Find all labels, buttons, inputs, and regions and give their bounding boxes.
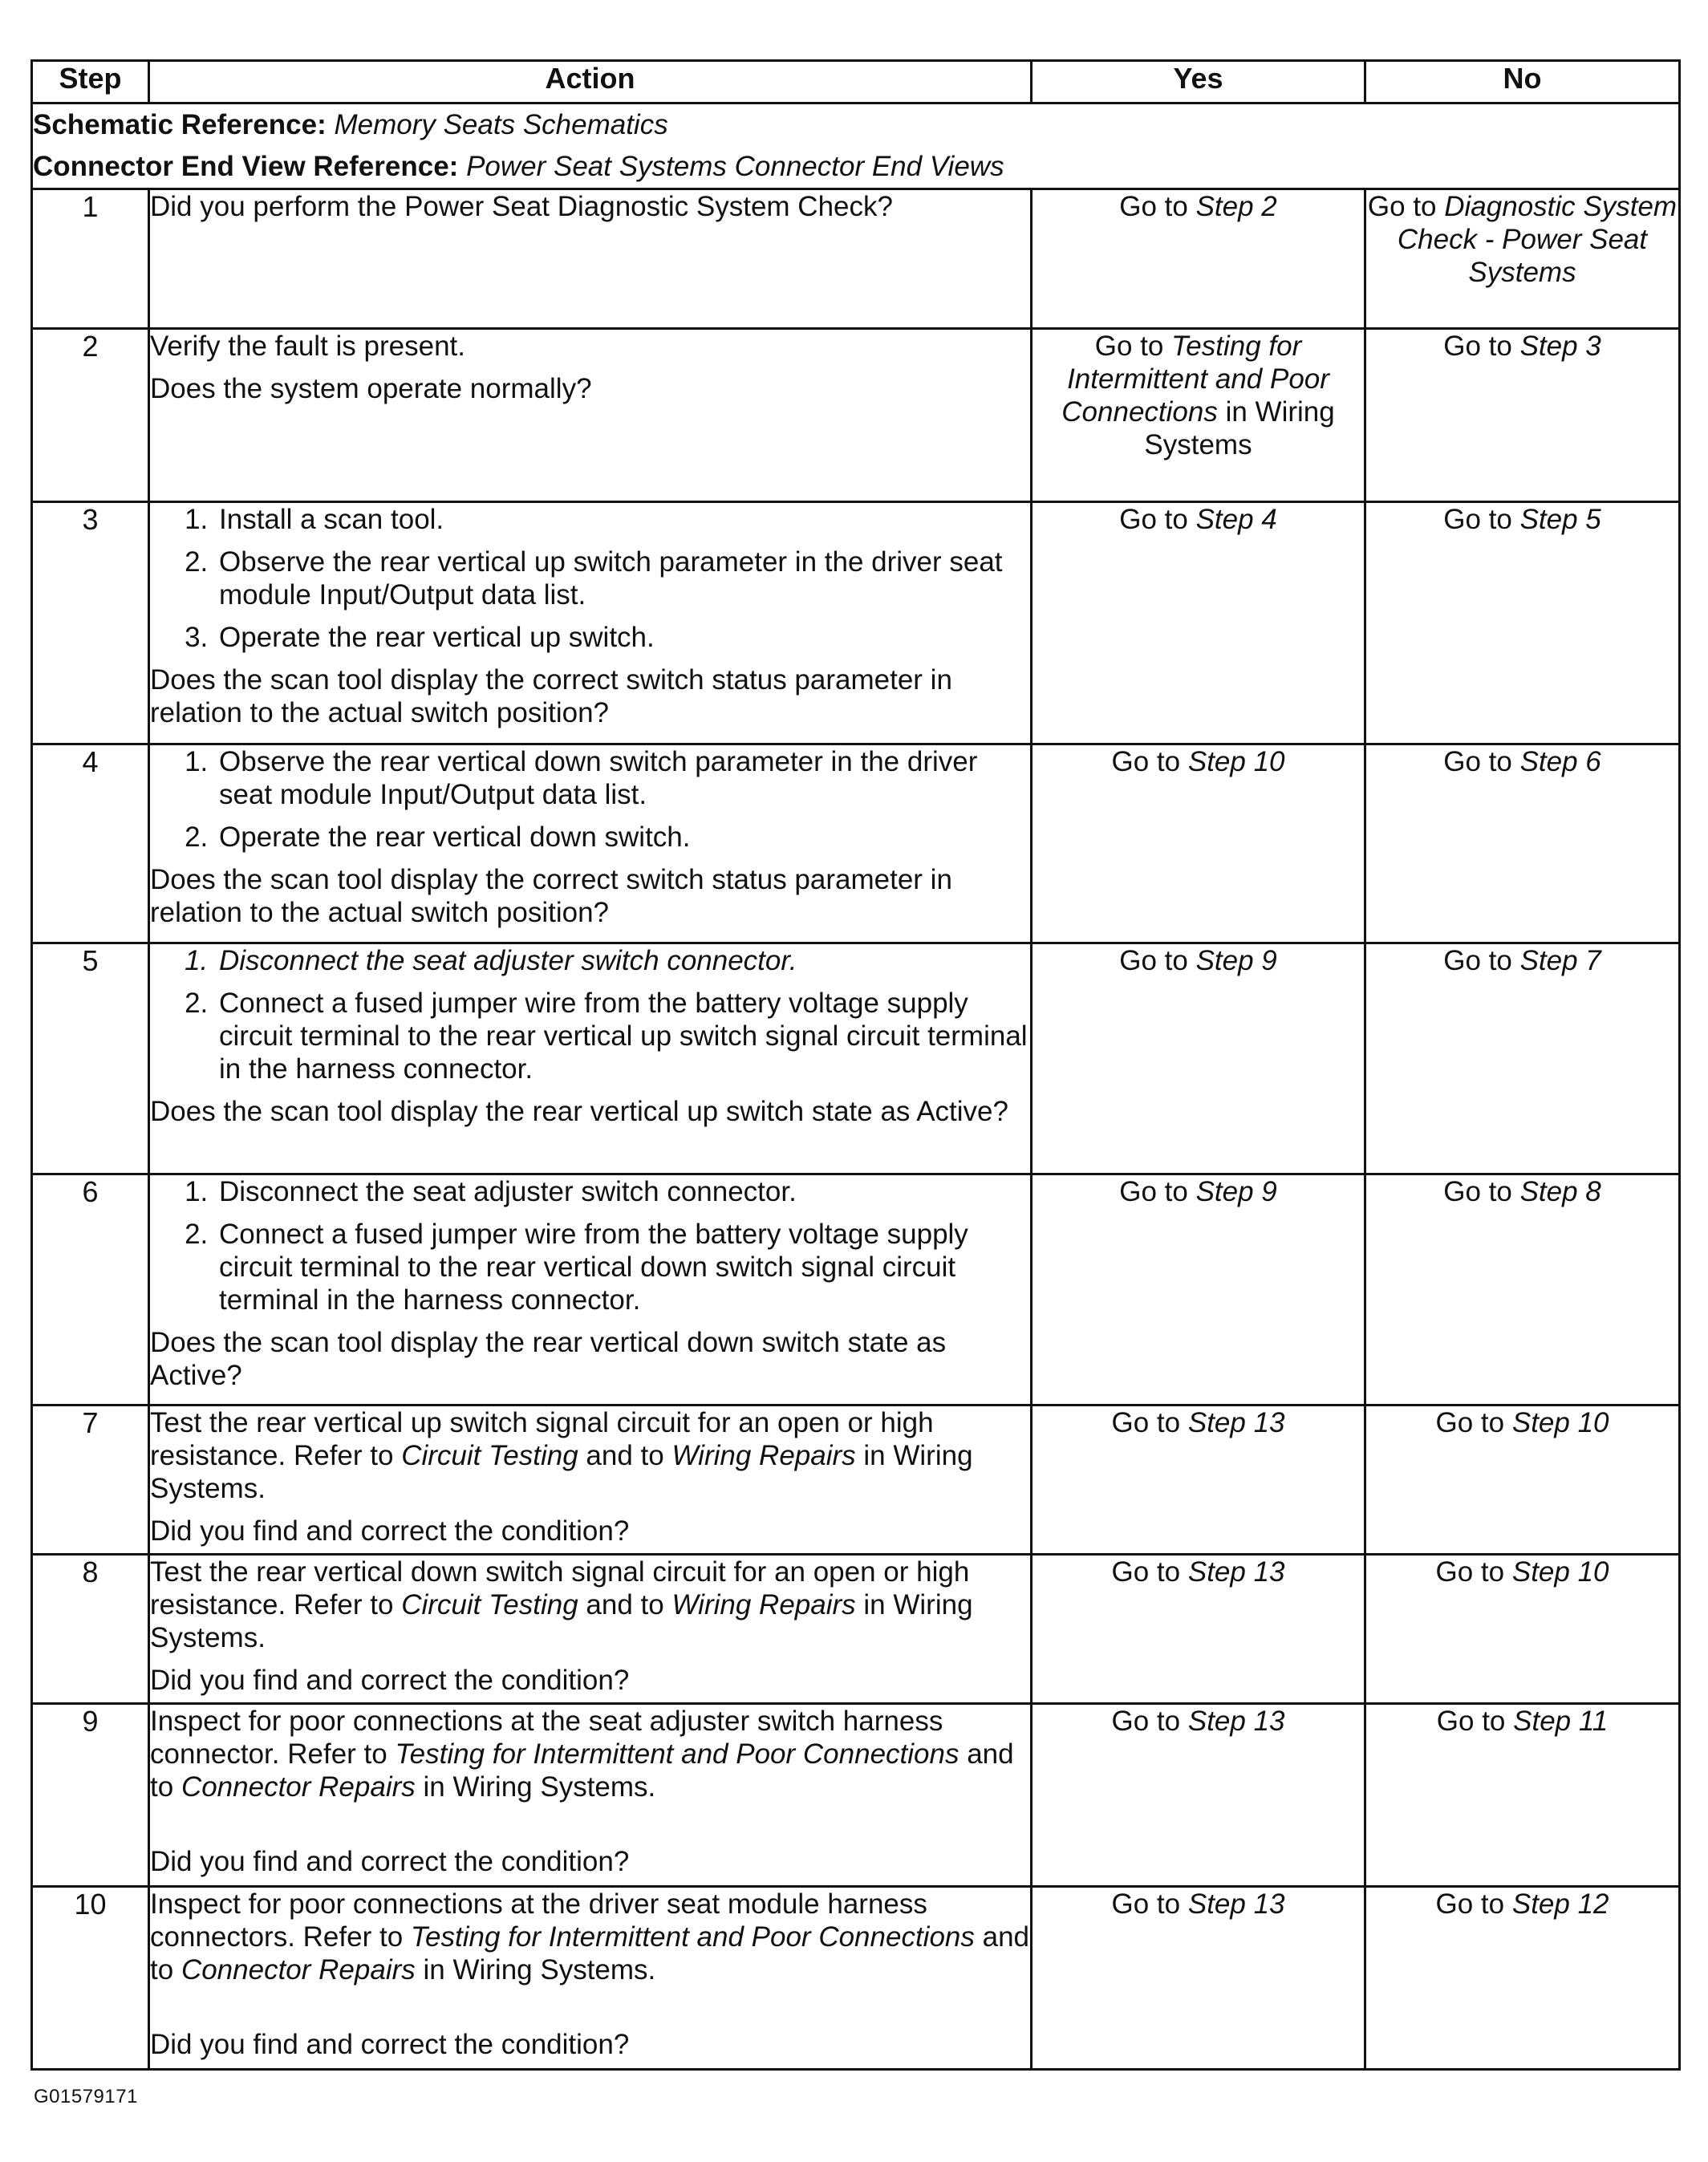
action-cell bbox=[149, 1704, 1032, 1887]
instruction-text: in Wiring Systems. bbox=[423, 1954, 656, 1986]
instruction-text: and to bbox=[150, 1921, 1030, 1986]
action-step-item: 1. Install a scan tool. bbox=[216, 503, 1030, 536]
no-cell bbox=[1365, 1555, 1680, 1704]
yes-prefix: Go to bbox=[1111, 746, 1181, 777]
yes-cell bbox=[1032, 1406, 1365, 1555]
spacer bbox=[150, 1996, 1030, 2028]
step-number: 2 bbox=[32, 329, 149, 502]
no-prefix: Go to bbox=[1443, 504, 1512, 535]
yes-prefix: Go to bbox=[1119, 945, 1188, 976]
yes-cell bbox=[1032, 189, 1365, 329]
no-step-link[interactable]: Step 10 bbox=[1511, 1407, 1609, 1438]
action-cell bbox=[149, 1406, 1032, 1555]
no-prefix: Go to bbox=[1435, 1888, 1505, 1920]
instruction-text: in Wiring Systems. bbox=[150, 1440, 973, 1504]
yes-prefix: Go to bbox=[1111, 1407, 1181, 1438]
yes-prefix: Go to bbox=[1111, 1556, 1181, 1588]
yes-prefix: Go to bbox=[1119, 191, 1188, 222]
no-cell bbox=[1365, 1887, 1680, 2070]
action-step-item: 2. Connect a fused jumper wire from the battery voltage supply circuit terminal to the rear vertical down switch signal circuit terminal in the harness connector. bbox=[216, 1218, 1030, 1316]
no-prefix: Go to bbox=[1367, 191, 1437, 222]
action-step-item: 3. Operate the rear vertical up switch. bbox=[216, 621, 1030, 654]
instruction-text: and to bbox=[586, 1440, 664, 1471]
table-header-row bbox=[32, 61, 1680, 103]
testing-intermittent-link[interactable]: Testing for Intermittent and Poor Connections bbox=[410, 1921, 975, 1953]
action-step-item: 2. Operate the rear vertical down switch. bbox=[216, 821, 1030, 854]
instruction-text: and to bbox=[586, 1589, 664, 1620]
step-number: 10 bbox=[32, 1887, 149, 2070]
no-cell bbox=[1365, 744, 1680, 943]
no-cell bbox=[1365, 1406, 1680, 1555]
no-prefix: Go to bbox=[1435, 1556, 1505, 1588]
action-cell bbox=[149, 1555, 1032, 1704]
no-step-link[interactable]: Step 8 bbox=[1519, 1176, 1601, 1207]
yes-cell bbox=[1032, 744, 1365, 943]
yes-cell bbox=[1032, 943, 1365, 1174]
connector-repairs-link[interactable]: Connector Repairs bbox=[181, 1954, 416, 1986]
action-cell bbox=[149, 1887, 1032, 2070]
no-cell bbox=[1365, 189, 1680, 329]
no-prefix: Go to bbox=[1443, 945, 1512, 976]
step-number: 5 bbox=[32, 943, 149, 1174]
action-question: Does the system operate normally? bbox=[150, 373, 592, 404]
step-number: 8 bbox=[32, 1555, 149, 1704]
action-question: Did you perform the Power Seat Diagnostic System Check? bbox=[150, 191, 893, 222]
yes-prefix: Go to bbox=[1119, 1176, 1188, 1207]
instruction-text: and to bbox=[150, 1738, 1014, 1803]
yes-prefix: Go to bbox=[1111, 1706, 1181, 1737]
action-question: Does the scan tool display the correct switch status parameter in relation to the actual switch position? bbox=[150, 864, 952, 928]
action-question: Did you find and correct the condition? bbox=[150, 1846, 630, 1877]
action-steps-list bbox=[150, 745, 1030, 854]
yes-step-link[interactable]: Step 13 bbox=[1187, 1706, 1285, 1737]
no-step-link[interactable]: Step 3 bbox=[1519, 331, 1601, 362]
yes-cell bbox=[1032, 1555, 1365, 1704]
yes-cell bbox=[1032, 1887, 1365, 2070]
no-prefix: Go to bbox=[1436, 1706, 1506, 1737]
no-step-link[interactable]: Step 11 bbox=[1513, 1706, 1609, 1737]
action-question: Did you find and correct the condition? bbox=[150, 1515, 630, 1547]
column-header-step: Step bbox=[32, 61, 149, 103]
no-cell bbox=[1365, 1704, 1680, 1887]
yes-reference-link[interactable]: Testing for Intermittent and Poor Connections bbox=[1061, 331, 1329, 428]
reference-row bbox=[32, 103, 1680, 189]
connector-reference-link[interactable]: Power Seat Systems Connector End Views bbox=[466, 151, 1004, 182]
yes-cell bbox=[1032, 502, 1365, 744]
circuit-testing-link[interactable]: Circuit Testing bbox=[401, 1440, 578, 1471]
table-row bbox=[32, 1174, 1680, 1406]
column-header-yes: Yes bbox=[1032, 61, 1365, 103]
connector-repairs-link[interactable]: Connector Repairs bbox=[181, 1771, 416, 1803]
table-row bbox=[32, 1406, 1680, 1555]
action-cell bbox=[149, 502, 1032, 744]
no-step-link[interactable]: Step 10 bbox=[1511, 1556, 1609, 1588]
no-prefix: Go to bbox=[1443, 746, 1512, 777]
yes-step-link[interactable]: Step 2 bbox=[1195, 191, 1277, 222]
table-row bbox=[32, 943, 1680, 1174]
connector-reference-label: Connector End View Reference: bbox=[33, 151, 459, 182]
column-header-action: Action bbox=[149, 61, 1032, 103]
step-number: 6 bbox=[32, 1174, 149, 1406]
action-steps-list bbox=[150, 944, 1030, 1085]
instruction-text: Inspect for poor connections at the driver seat module harness connectors. Refer to bbox=[150, 1888, 927, 1953]
action-step-item: 1. Disconnect the seat adjuster switch connector. bbox=[216, 1175, 1030, 1208]
yes-prefix: Go to bbox=[1094, 331, 1164, 362]
action-instruction: Verify the fault is present. bbox=[150, 331, 465, 362]
diagnostic-table-sheet bbox=[30, 59, 1678, 2071]
no-prefix: Go to bbox=[1443, 1176, 1512, 1207]
yes-step-link[interactable]: Step 13 bbox=[1187, 1556, 1285, 1588]
action-step-item: 2. Connect a fused jumper wire from the battery voltage supply circuit terminal to the rear vertical up switch signal circuit terminal in the harness connector. bbox=[216, 987, 1030, 1085]
action-step-item: 1. Observe the rear vertical down switch parameter in the driver seat module Input/Output data list. bbox=[216, 745, 1030, 811]
step-number: 4 bbox=[32, 744, 149, 943]
no-step-link[interactable]: Step 7 bbox=[1519, 945, 1601, 976]
no-cell bbox=[1365, 1174, 1680, 1406]
no-cell bbox=[1365, 502, 1680, 744]
action-cell bbox=[149, 943, 1032, 1174]
figure-id: G01579171 bbox=[34, 2086, 138, 2107]
no-step-link[interactable]: Step 12 bbox=[1511, 1888, 1609, 1920]
step-number: 3 bbox=[32, 502, 149, 744]
no-step-link[interactable]: Step 6 bbox=[1519, 746, 1601, 777]
action-question: Does the scan tool display the correct switch status parameter in relation to the actual switch position? bbox=[150, 664, 952, 728]
action-cell bbox=[149, 189, 1032, 329]
reference-cell bbox=[32, 103, 1680, 189]
yes-cell bbox=[1032, 1704, 1365, 1887]
spacer bbox=[150, 1813, 1030, 1845]
testing-intermittent-link[interactable]: Testing for Intermittent and Poor Connections bbox=[395, 1738, 959, 1770]
table-row bbox=[32, 329, 1680, 502]
no-step-link[interactable]: Step 5 bbox=[1519, 504, 1601, 535]
wiring-repairs-link[interactable]: Wiring Repairs bbox=[671, 1589, 856, 1620]
action-question: Did you find and correct the condition? bbox=[150, 1665, 630, 1696]
wiring-repairs-link[interactable]: Wiring Repairs bbox=[671, 1440, 856, 1471]
action-question: Does the scan tool display the rear vertical down switch state as Active? bbox=[150, 1327, 947, 1391]
table-row bbox=[32, 1887, 1680, 2070]
connector-reference bbox=[33, 146, 1678, 188]
diagnostic-table bbox=[30, 59, 1681, 2071]
no-cell bbox=[1365, 329, 1680, 502]
action-steps-list bbox=[150, 1175, 1030, 1316]
action-cell bbox=[149, 1174, 1032, 1406]
action-cell bbox=[149, 744, 1032, 943]
table-row bbox=[32, 1555, 1680, 1704]
no-prefix: Go to bbox=[1435, 1407, 1505, 1438]
no-step-link[interactable]: Diagnostic System Check - Power Seat Systems bbox=[1397, 191, 1678, 288]
table-row bbox=[32, 502, 1680, 744]
yes-step-link[interactable]: Step 9 bbox=[1195, 1176, 1277, 1207]
step-number: 7 bbox=[32, 1406, 149, 1555]
action-steps-list bbox=[150, 503, 1030, 654]
step-number: 1 bbox=[32, 189, 149, 329]
action-instruction bbox=[150, 1556, 1030, 1654]
yes-step-link[interactable]: Step 10 bbox=[1187, 746, 1285, 777]
schematic-reference-link[interactable]: Memory Seats Schematics bbox=[334, 109, 668, 140]
instruction-text: in Wiring Systems. bbox=[150, 1589, 973, 1653]
instruction-text: Test the rear vertical up switch signal circuit for an open or high resistance. Refer to bbox=[150, 1407, 934, 1471]
yes-suffix: in Wiring Systems bbox=[1144, 396, 1335, 460]
schematic-reference bbox=[33, 104, 1678, 146]
no-prefix: Go to bbox=[1443, 331, 1512, 362]
action-instruction bbox=[150, 1705, 1030, 1803]
action-step-item: 2. Observe the rear vertical up switch parameter in the driver seat module Input/Output data list. bbox=[216, 546, 1030, 611]
yes-step-link[interactable]: Step 13 bbox=[1187, 1407, 1285, 1438]
action-instruction bbox=[150, 1888, 1030, 1986]
yes-cell bbox=[1032, 329, 1365, 502]
circuit-testing-link[interactable]: Circuit Testing bbox=[401, 1589, 578, 1620]
yes-step-link[interactable]: Step 13 bbox=[1187, 1888, 1285, 1920]
yes-cell bbox=[1032, 1174, 1365, 1406]
instruction-text: Test the rear vertical down switch signal circuit for an open or high resistance. Refer to bbox=[150, 1556, 970, 1620]
column-header-no: No bbox=[1365, 61, 1680, 103]
action-question: Does the scan tool display the rear vertical up switch state as Active? bbox=[150, 1096, 1008, 1127]
yes-step-link[interactable]: Step 4 bbox=[1195, 504, 1277, 535]
yes-step-link[interactable]: Step 9 bbox=[1195, 945, 1277, 976]
no-cell bbox=[1365, 943, 1680, 1174]
yes-prefix: Go to bbox=[1119, 504, 1188, 535]
action-question: Did you find and correct the condition? bbox=[150, 2029, 630, 2060]
table-row bbox=[32, 1704, 1680, 1887]
yes-prefix: Go to bbox=[1111, 1888, 1181, 1920]
action-instruction bbox=[150, 1406, 1030, 1505]
instruction-text: in Wiring Systems. bbox=[423, 1771, 656, 1803]
step-number: 9 bbox=[32, 1704, 149, 1887]
action-step-item: 1. Disconnect the seat adjuster switch connector. bbox=[216, 944, 1030, 977]
action-cell bbox=[149, 329, 1032, 502]
table-row bbox=[32, 744, 1680, 943]
instruction-text: Inspect for poor connections at the seat adjuster switch harness connector. Refer to bbox=[150, 1706, 943, 1770]
table-row bbox=[32, 189, 1680, 329]
schematic-reference-label: Schematic Reference: bbox=[33, 109, 327, 140]
